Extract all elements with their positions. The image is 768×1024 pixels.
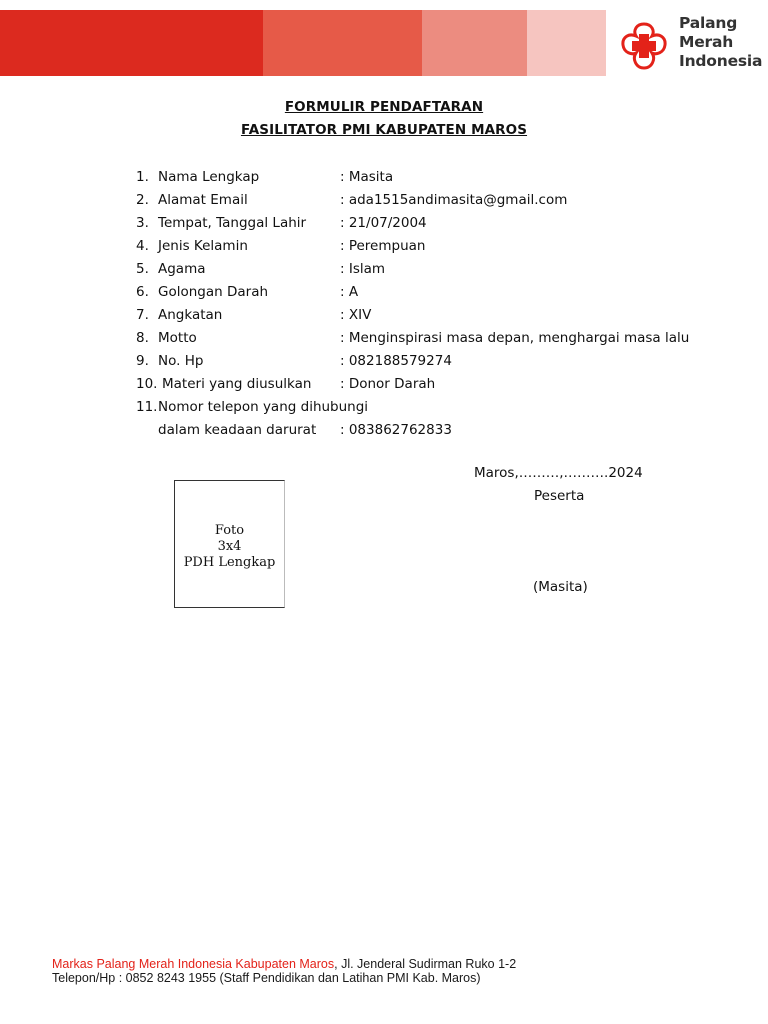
field-value: : Donor Darah	[340, 376, 436, 392]
field-label: Materi yang diusulkan	[162, 376, 312, 392]
field-label: Golongan Darah	[158, 284, 269, 300]
field-row	[136, 396, 756, 419]
field-row	[136, 281, 756, 304]
field-row	[136, 304, 756, 327]
field-label: Tempat, Tanggal Lahir	[158, 215, 307, 231]
field-number: 11.	[136, 399, 158, 415]
field-value: : 21/07/2004	[340, 215, 427, 231]
logo-line-3: Indonesia	[679, 52, 763, 70]
field-row	[136, 166, 756, 189]
field-label: Angkatan	[158, 307, 223, 323]
footer-address: , Jl. Jenderal Sudirman Ruko 1-2	[334, 957, 517, 971]
form-subtitle: FASILITATOR PMI KABUPATEN MAROS	[240, 122, 528, 138]
field-row	[136, 212, 756, 235]
header-band-segment-4	[527, 10, 606, 76]
registration-fields	[136, 166, 756, 442]
field-number: 4.	[136, 238, 149, 254]
footer-address-line	[52, 957, 516, 971]
field-label: No. Hp	[158, 353, 204, 369]
field-number: 1.	[136, 169, 149, 185]
footer-org-name: Markas Palang Merah Indonesia Kabupaten Maros	[52, 957, 335, 971]
field-number: 2.	[136, 192, 149, 208]
field-row	[136, 350, 756, 373]
field-value: : Perempuan	[340, 238, 426, 254]
photo-line-1: Foto	[214, 523, 245, 538]
signature-name: (Masita)	[533, 579, 588, 595]
header-band-segment-1	[0, 10, 263, 76]
field-number: 10.	[136, 376, 158, 392]
field-value: : Menginspirasi masa depan, menghargai masa lalu	[340, 330, 690, 346]
field-label: Motto	[158, 330, 197, 346]
field-number: 8.	[136, 330, 149, 346]
form-title: FORMULIR PENDAFTARAN	[284, 99, 484, 115]
field-row	[136, 327, 756, 350]
field-number: 7.	[136, 307, 149, 323]
field-label: Alamat Email	[158, 192, 248, 208]
field-number: 3.	[136, 215, 149, 231]
footer	[52, 957, 516, 985]
field-label: Jenis Kelamin	[158, 238, 248, 254]
field-row	[136, 373, 756, 396]
header-band-segment-3	[422, 10, 527, 76]
field-row	[136, 235, 756, 258]
field-row	[136, 419, 756, 442]
field-value: : 083862762833	[340, 422, 452, 438]
field-label: dalam keadaan darurat	[158, 422, 317, 438]
field-number: 5.	[136, 261, 149, 277]
logo-text	[679, 14, 762, 71]
photo-placeholder	[174, 480, 285, 608]
field-label: Nama Lengkap	[158, 169, 260, 185]
logo-line-2: Merah	[679, 33, 734, 51]
field-label: Agama	[158, 261, 206, 277]
pmi-logo	[616, 14, 766, 74]
field-row	[136, 189, 756, 212]
field-number: 6.	[136, 284, 149, 300]
header-band-segment-2	[263, 10, 422, 76]
field-row	[136, 258, 756, 281]
red-cross-flower-icon	[616, 18, 672, 74]
field-label: Nomor telepon yang dihubungi	[158, 399, 369, 415]
signature-role: Peserta	[534, 488, 585, 504]
footer-phone: Telepon/Hp : 0852 8243 1955 (Staff Pendidikan dan Latihan PMI Kab. Maros)	[52, 971, 481, 985]
signature-place-date: Maros,………,……….2024	[474, 465, 643, 481]
photo-line-3: PDH Lengkap	[183, 555, 276, 570]
logo-line-1: Palang	[679, 14, 738, 32]
field-number: 9.	[136, 353, 149, 369]
photo-line-2: 3x4	[217, 539, 242, 554]
field-value: : XIV	[340, 307, 372, 323]
field-value: : 082188579274	[340, 353, 452, 369]
field-value: : A	[340, 284, 359, 300]
field-value: : ada1515andimasita@gmail.com	[340, 192, 568, 208]
field-value: : Masita	[340, 169, 394, 185]
field-value: : Islam	[340, 261, 386, 277]
